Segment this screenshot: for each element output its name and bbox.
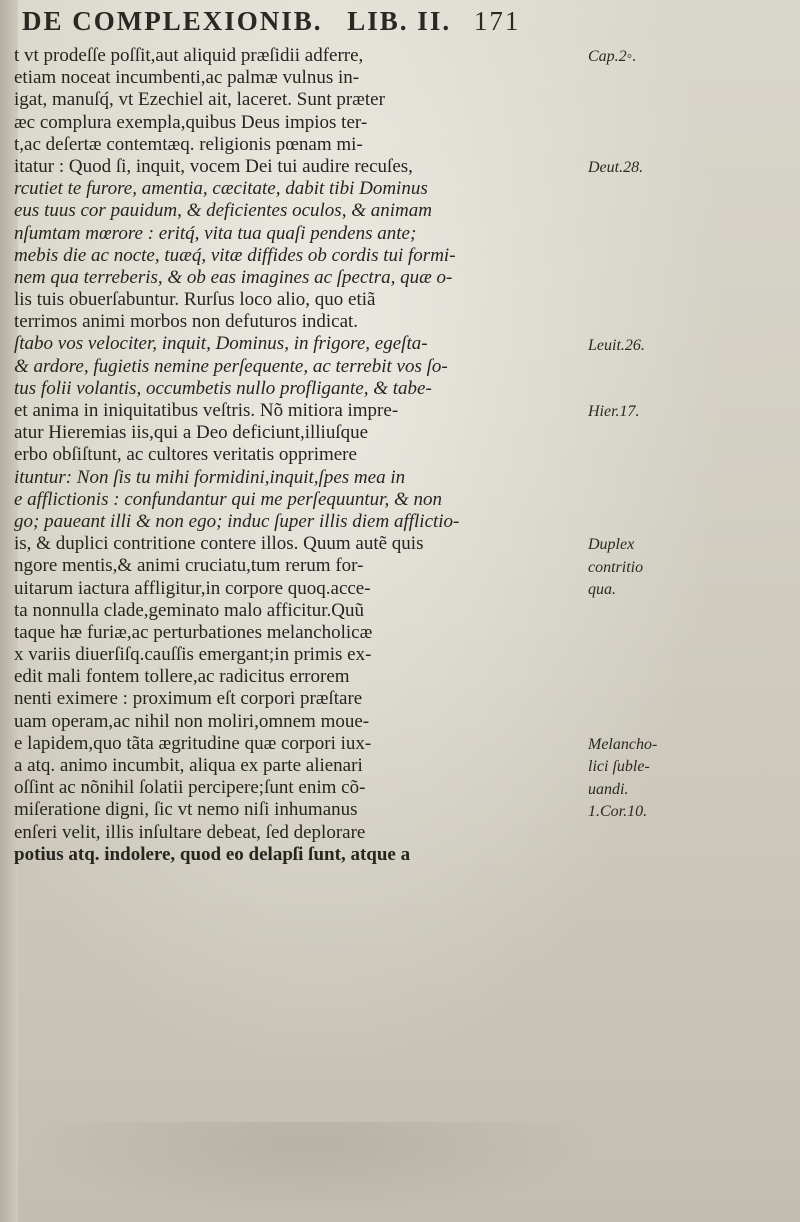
margin-note: Leuit.26. — [588, 336, 645, 354]
margin-note: Hier.17. — [588, 403, 640, 421]
text-line: terrimos animi morbos non defuturos indicat. — [14, 311, 359, 333]
text-line: itatur : Quod ſi, inquit, vocem Dei tui audire recuſes, — [14, 155, 413, 177]
text-line: lis tuis obuerſabuntur. Rurſus loco alio, quo etiã — [14, 289, 376, 311]
text-line: erbo obſiſtunt, ac cultores veritatis opprimere — [14, 444, 357, 466]
text-line: nem qua terreberis, & ob eas imagines ac ſpectra, quæ o- — [14, 266, 453, 288]
margin-note: Duplex — [588, 536, 635, 554]
margin-note: Melancho- — [588, 736, 658, 754]
text-line: t vt prodeſſe poſſit,aut aliquid præſidii adferre, — [14, 45, 364, 66]
text-line: & ardore, fugietis nemine perſequente, ac terrebit vos ſo- — [14, 355, 448, 377]
text-line: rcutiet te furore, amentia, cæcitate, dabit tibi Dominus — [14, 178, 428, 200]
text-line: æc complura exempla,quibus Deus impios ter- — [14, 111, 368, 133]
main-text — [14, 45, 582, 866]
page-number: 171 — [473, 6, 521, 36]
margin-note: qua. — [588, 580, 616, 598]
text-line: miſeratione digni, ſic vt nemo niſi inhumanus — [14, 799, 358, 821]
text-line: et anima in iniquitatibus veſtris. Nõ mitiora impre- — [14, 400, 399, 421]
marginal-notes — [588, 0, 793, 1222]
text-line: eus tuus cor pauidum, & deficientes oculos, & animam — [14, 200, 432, 222]
text-line: go; paueant illi & non ego; induc ſuper illis diem afflictio- — [14, 510, 460, 532]
text-line: ta nonnulla clade,geminato malo afficitur.Quũ — [14, 599, 364, 621]
text-line: uam operam,ac nihil non moliri,omnem moue- — [14, 710, 370, 732]
text-line: ngore mentis,& animi cruciatu,tum rerum for- — [14, 555, 364, 577]
header-book: LIB. II. — [347, 6, 452, 36]
text-line: igat, manuſq́, vt Ezechiel ait, laceret. Sunt præter — [14, 89, 385, 111]
text-line: uitarum iactura affligitur,in corpore quoq.acce- — [14, 577, 371, 599]
margin-note: contritio — [588, 558, 644, 576]
running-header — [22, 6, 582, 46]
text-line: taque hæ furiæ,ac perturbationes melancholicæ — [14, 621, 373, 643]
text-line: tus folii volantis, occumbetis nullo profligante, & tabe- — [14, 377, 432, 399]
margin-note: uandi. — [588, 780, 629, 798]
text-line: nenti eximere : proximum eſt corpori præſtare — [14, 688, 363, 710]
text-line: etiam noceat incumbenti,ac palmæ vulnus in- — [14, 67, 360, 89]
text-line: edit mali fontem tollere,ac radicitus errorem — [14, 666, 350, 688]
text-line: mebis die ac nocte, tuæq́, vitæ diffides ob cordis tui formi- — [14, 244, 456, 266]
text-line: oſſint ac nõnihil ſolatii percipere;ſunt enim cõ- — [14, 777, 366, 799]
text-line: t,ac deſertæ contemtæq. religionis pœnam mi- — [14, 133, 363, 155]
text-line: is, & duplici contritione contere illos. Quum autẽ quis — [14, 533, 424, 555]
text-line: x variis diuerſiſq.cauſſis emergant;in primis ex- — [14, 644, 372, 666]
text-line: potius atq. indolere, quod eo delapſi ſunt, atque a — [14, 843, 411, 865]
text-line: nſumtam mœrore : eritq́, vita tua quaſi pendens ante; — [14, 222, 417, 244]
text-line: atur Hieremias iis,qui a Deo deficiunt,illiuſque — [14, 422, 369, 444]
text-line: e afflictionis : confundantur qui me perſequuntur, & non — [14, 488, 442, 510]
text-line: enſeri velit, illis inſultare debeat, ſed deplorare — [14, 821, 366, 843]
header-title: DE COMPLEXIONIB. — [22, 6, 323, 36]
page-stain — [20, 1122, 600, 1222]
margin-note: 1.Cor.10. — [588, 802, 648, 820]
text-line: a atq. animo incumbit, aliqua ex parte alienari — [14, 755, 363, 776]
margin-note: Cap.2◦. — [588, 48, 637, 65]
text-line: ituntur: Non ſis tu mihi formidini,inquit,ſpes mea in — [14, 466, 406, 488]
text-line: ſtabo vos velociter, inquit, Dominus, in frigore, egeſta- — [14, 333, 428, 355]
margin-note: lici ſuble- — [588, 758, 650, 776]
margin-note: Deut.28. — [588, 159, 644, 176]
text-line: e lapidem,quo tãta ægritudine quæ corpori iux- — [14, 732, 372, 754]
